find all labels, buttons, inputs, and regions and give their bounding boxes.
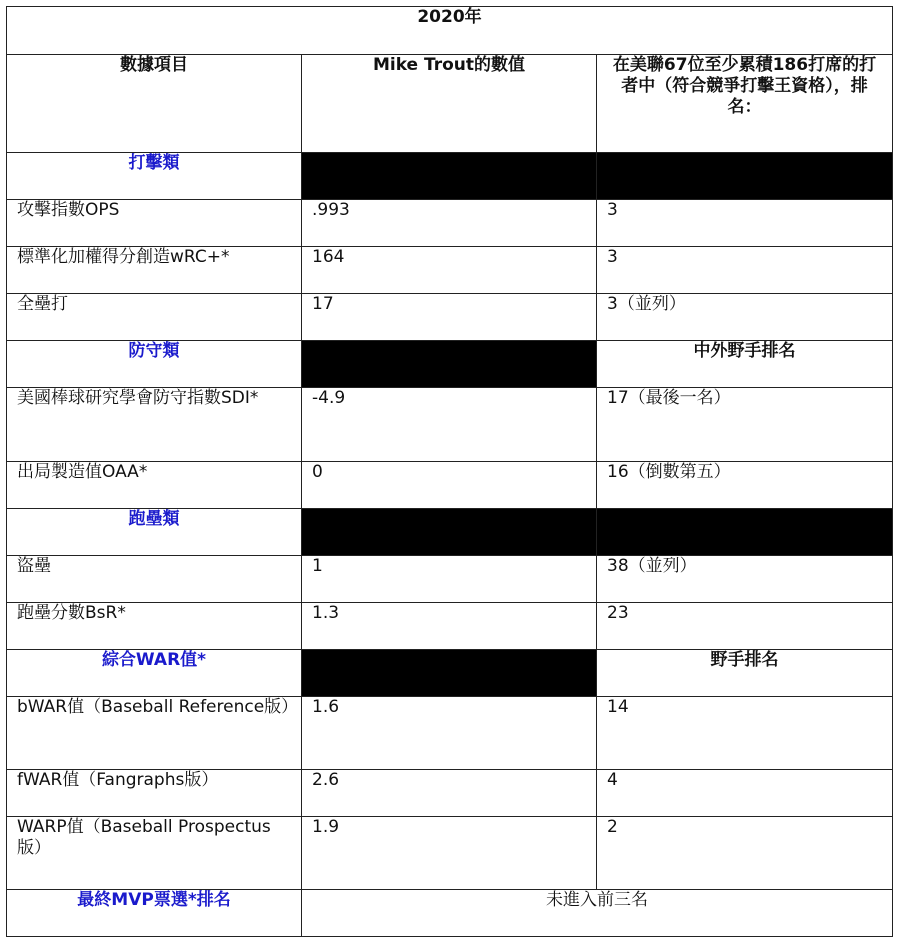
table-row: [7, 462, 893, 509]
section-row-war: [7, 650, 893, 697]
header-item: 數據項目: [7, 55, 302, 153]
row-item: 美國棒球研究學會防守指數SDI*: [7, 388, 302, 462]
black-cell: [597, 509, 893, 556]
row-rank: 2: [597, 817, 893, 890]
header-rank: 在美聯67位至少累積186打席的打者中（符合競爭打擊王資格），排名：: [597, 55, 893, 153]
row-value: 1: [302, 556, 597, 603]
table-row: [7, 697, 893, 770]
table-row: [7, 247, 893, 294]
footer-value: 未進入前三名: [302, 890, 893, 937]
row-item: 全壘打: [7, 294, 302, 341]
row-rank: 3（並列）: [597, 294, 893, 341]
row-rank: 23: [597, 603, 893, 650]
row-rank: 17（最後一名）: [597, 388, 893, 462]
section-label-war: 綜合WAR值*: [7, 650, 302, 697]
black-cell: [302, 341, 597, 388]
row-item: 標準化加權得分創造wRC+*: [7, 247, 302, 294]
table-row: [7, 556, 893, 603]
row-value: 1.6: [302, 697, 597, 770]
row-value: 1.9: [302, 817, 597, 890]
section-row-batting: [7, 153, 893, 200]
row-item: 盜壘: [7, 556, 302, 603]
row-value: .993: [302, 200, 597, 247]
row-rank: 16（倒數第五）: [597, 462, 893, 509]
row-item: 攻擊指數OPS: [7, 200, 302, 247]
section-label-defense: 防守類: [7, 341, 302, 388]
table-row: [7, 817, 893, 890]
black-cell: [302, 153, 597, 200]
table-row: [7, 770, 893, 817]
table-row: [7, 603, 893, 650]
header-value: Mike Trout的數值: [302, 55, 597, 153]
stats-table: [6, 6, 893, 937]
footer-row: [7, 890, 893, 937]
section-row-defense: [7, 341, 893, 388]
table-title: 2020年: [7, 7, 893, 55]
row-rank: 38（並列）: [597, 556, 893, 603]
black-cell: [597, 153, 893, 200]
row-rank: 3: [597, 247, 893, 294]
row-item: 跑壘分數BsR*: [7, 603, 302, 650]
row-value: 17: [302, 294, 597, 341]
header-row: [7, 55, 893, 153]
table-row: [7, 388, 893, 462]
row-rank: 14: [597, 697, 893, 770]
row-item: bWAR值（Baseball Reference版）: [7, 697, 302, 770]
section-label-batting: 打擊類: [7, 153, 302, 200]
row-item: 出局製造值OAA*: [7, 462, 302, 509]
row-rank: 3: [597, 200, 893, 247]
row-item: fWAR值（Fangraphs版）: [7, 770, 302, 817]
row-value: 2.6: [302, 770, 597, 817]
row-item: WARP值（Baseball Prospectus版）: [7, 817, 302, 890]
row-value: -4.9: [302, 388, 597, 462]
row-value: 164: [302, 247, 597, 294]
row-rank: 4: [597, 770, 893, 817]
black-cell: [302, 509, 597, 556]
section-label-baserunning: 跑壘類: [7, 509, 302, 556]
table-row: [7, 294, 893, 341]
footer-label: 最終MVP票選*排名: [7, 890, 302, 937]
row-value: 1.3: [302, 603, 597, 650]
rank-header-war: 野手排名: [597, 650, 893, 697]
black-cell: [302, 650, 597, 697]
table-row: [7, 200, 893, 247]
row-value: 0: [302, 462, 597, 509]
rank-header-defense: 中外野手排名: [597, 341, 893, 388]
title-row: [7, 7, 893, 55]
section-row-baserunning: [7, 509, 893, 556]
